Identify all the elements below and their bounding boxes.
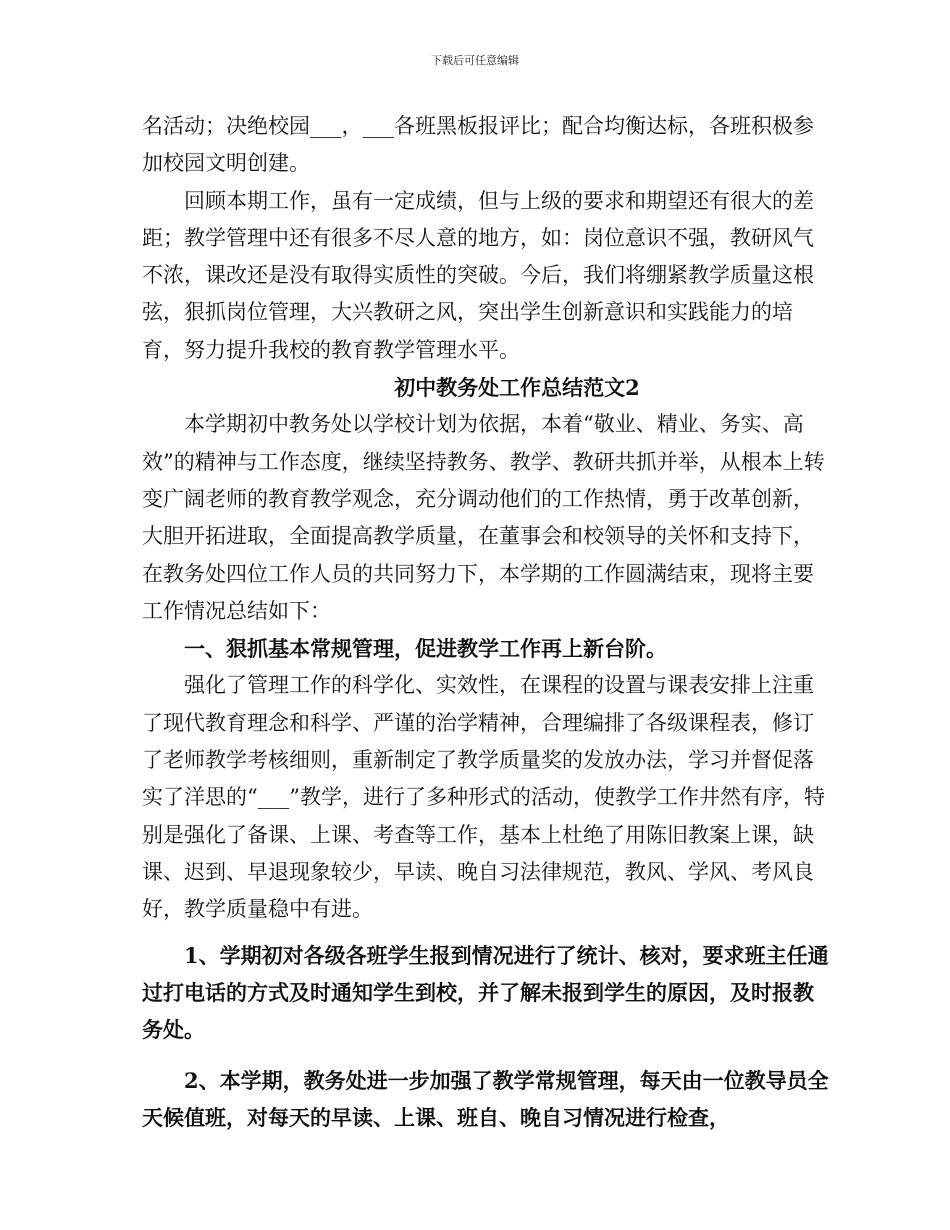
document-body: [142, 108, 832, 1136]
paragraph-review: 回顾本期工作，虽有一定成绩，但与上级的要求和期望还有很大的差距；教学管理中还有很多不尽人意的地方，如：岗位意识不强，教研风气不浓，课改还是没有取得实质性的突破。今后，我们将绷紧教学质量这根弦，狠抓岗位管理，大兴教研之风，突出学生创新意识和实践能力的培育，努力提升我校的教育教学管理水平。: [142, 188, 814, 362]
section-heading-1: 一、狠抓基本常规管理，促进教学工作再上新台阶。: [184, 636, 667, 662]
paragraph-management: 强化了管理工作的科学化、实效性，在课程的设置与课表安排上注重了现代教育理念和科学、严谨的治学精神，合理编排了各级课程表，修订了老师教学考核细则，重新制定了教学质量奖的发放办法，学习并督促落实了洋思的“___”教学，进行了多种形式的活动，使教学工作井然有序，特别是强化了备课、上课、考查等工作，基本上杜绝了用陈旧教案上课，缺课、迟到、早退现象较少，早读、晚自习法律规范，教风、学风、考风良好，教学质量稳中有进。: [142, 673, 825, 922]
paragraph-continued: 名活动；决绝校园___，___各班黑板报评比；配合均衡达标，各班积极参加校园文明创建。: [142, 114, 814, 176]
item-2: 2、本学期，教务处进一步加强了教学常规管理，每天由一位教导员全天候值班，对每天的早读、上课、班自、晚自习情况进行检查，: [142, 1067, 829, 1130]
section-title: 初中教务处工作总结范文2: [394, 375, 640, 401]
paragraph-intro: 本学期初中教务处以学校计划为依据，本着“敬业、精业、务实、高效”的精神与工作态度，继续坚持教务、教学、教研共抓并举，从根本上转变广阔老师的教育教学观念，充分调动他们的工作热情，勇于改革创新，大胆开拓进取，全面提高教学质量，在董事会和校领导的关怀和支持下，在教务处四位工作人员的共同努力下，本学期的工作圆满结束，现将主要工作情况总结如下：: [142, 412, 825, 623]
item-1: 1、学期初对各级各班学生报到情况进行了统计、核对，要求班主任通过打电话的方式及时通知学生到校，并了解未报到学生的原因，及时报教务处。: [142, 942, 829, 1042]
page-header: 下载后可任意编辑: [431, 54, 519, 67]
